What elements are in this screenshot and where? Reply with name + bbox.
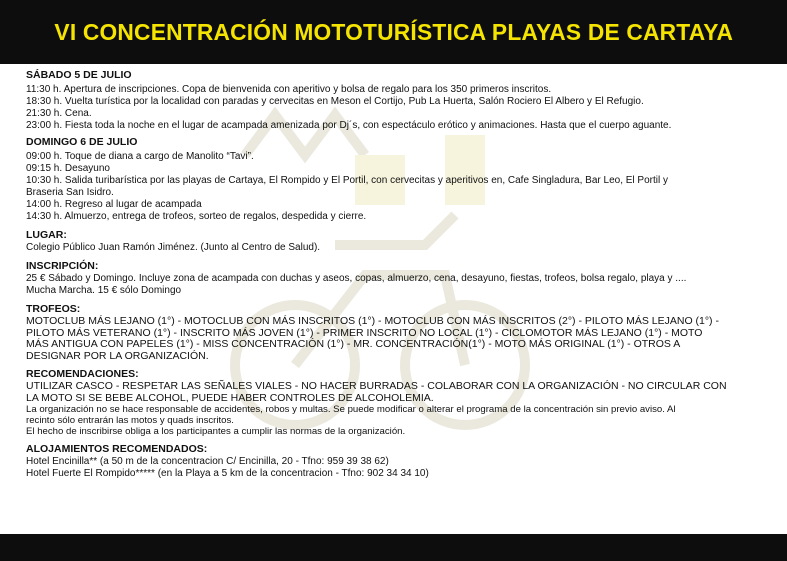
inscripcion-heading: INSCRIPCIÓN: bbox=[26, 260, 99, 272]
footer-bar bbox=[0, 534, 787, 561]
recomendaciones-heading: RECOMENDACIONES: bbox=[26, 368, 139, 380]
trofeos-line: MOTOCLUB MÁS LEJANO (1°) - MOTOCLUB CON MÁS INSCRITOS (1°) - MOTOCLUB CON MÁS INSCRITOS (2°) - PILOTO MÁS LEJANO (1°) - bbox=[26, 315, 719, 327]
alojamientos-heading: ALOJAMIENTOS RECOMENDADOS: bbox=[26, 443, 208, 455]
domingo-item: Braseria San Isidro. bbox=[26, 187, 114, 198]
alojamiento-line: Hotel Encinilla** (a 50 m de la concentracion C/ Encinilla, 20 - Tfno: 959 39 38 62) bbox=[26, 456, 389, 467]
event-program bbox=[26, 69, 771, 480]
recomendaciones-line: La organización no se hace responsable de accidentes, robos y multas. Se puede modificar o alterar el programa de la concentración sin previo aviso. Al bbox=[26, 404, 676, 415]
sabado-heading: SÁBADO 5 DE JULIO bbox=[26, 69, 132, 81]
sabado-item: 11:30 h. Apertura de inscripciones. Copa de bienvenida con aperitivo y bolsa de regalo para los 350 primeros inscritos. bbox=[26, 84, 552, 95]
inscripcion-line: 25 € Sábado y Domingo. Incluye zona de acampada con duchas y aseos, copas, almuerzo, cena, desayuno, fiestas, trofeos, bolsa regalo, playa y .... bbox=[26, 273, 687, 284]
domingo-item: 10:30 h. Salida turibarística por las playas de Cartaya, El Rompido y El Portil, con cervecitas y aperitivos en, Cafe Singladura, Bar Leo, El Portil y bbox=[26, 175, 668, 186]
recomendaciones-line: recinto sólo entrarán las motos y quads inscritos. bbox=[26, 415, 234, 426]
domingo-item: 09:15 h. Desayuno bbox=[26, 163, 110, 174]
recomendaciones-upper-line: LA MOTO SI SE BEBE ALCOHOL, PUEDE HABER CONTROLES DE ALCOHOLEMIA. bbox=[26, 391, 434, 404]
alojamiento-line: Hotel Fuerte El Rompido***** (en la Playa a 5 km de la concentracion - Tfno: 902 34 34 10) bbox=[26, 468, 429, 479]
recomendaciones-line: El hecho de inscribirse obliga a los participantes a cumplir las normas de la organización. bbox=[26, 426, 406, 437]
domingo-item: 09:00 h. Toque de diana a cargo de Manolito “Tavi”. bbox=[26, 151, 254, 162]
sabado-item: 23:00 h. Fiesta toda la noche en el lugar de acampada amenizada por Dj´s, con espectáculo erótico y animaciones. Hasta que el cuerpo aguante. bbox=[26, 120, 672, 131]
lugar-heading: LUGAR: bbox=[26, 229, 67, 241]
lugar-text: Colegio Público Juan Ramón Jiménez. (Junto al Centro de Salud). bbox=[26, 242, 321, 253]
header-bar bbox=[0, 0, 787, 64]
sabado-item: 21:30 h. Cena. bbox=[26, 108, 92, 119]
recomendaciones-upper-line: UTILIZAR CASCO - RESPETAR LAS SEÑALES VIALES - NO HACER BURRADAS - COLABORAR CON LA ORGANIZACIÓN - NO CIRCULAR CON bbox=[26, 380, 727, 392]
domingo-item: 14:00 h. Regreso al lugar de acampada bbox=[26, 199, 202, 210]
trofeos-heading: TROFEOS: bbox=[26, 303, 81, 315]
page-title: VI CONCENTRACIÓN MOTOTURÍSTICA PLAYAS DE CARTAYA bbox=[54, 18, 733, 45]
domingo-heading: DOMINGO 6 DE JULIO bbox=[26, 136, 138, 148]
trofeos-line: DESIGNAR POR LA ORGANIZACIÓN. bbox=[26, 349, 209, 362]
trofeos-line: MÁS ANTIGUA CON PAPELES (1°) - MISS CONCENTRACIÓN (1°) - MR. CONCENTRACIÓN(1°) - MOTO MÁS ORIGINAL (1°) - OTROS A bbox=[26, 338, 681, 350]
domingo-item: 14:30 h. Almuerzo, entrega de trofeos, sorteo de regalos, despedida y cierre. bbox=[26, 211, 367, 222]
trofeos-line: PILOTO MÁS VETERANO (1°) - INSCRITO MÁS JOVEN (1°) - PRIMER INSCRITO NO LOCAL (1°) - CICLOMOTOR MÁS LEJANO (1°) - MOTO bbox=[26, 326, 703, 339]
sabado-item: 18:30 h. Vuelta turística por la localidad con paradas y cervecitas en Meson el Cortijo, Pub La Huerta, Salón Rociero El Albero y El Refugio. bbox=[26, 96, 644, 107]
inscripcion-line: Mucha Marcha. 15 € sólo Domingo bbox=[26, 285, 182, 296]
